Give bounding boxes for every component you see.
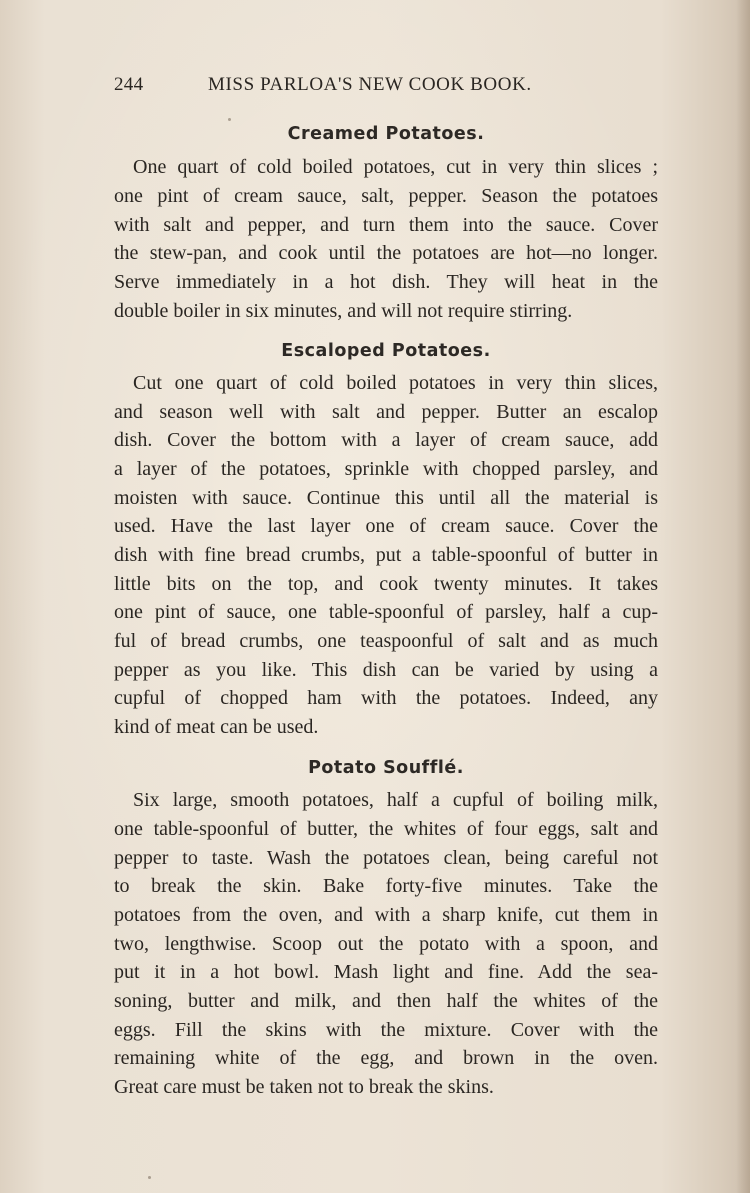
text-line: One quart of cold boiled potatoes, cut in very thin slices ; bbox=[133, 156, 658, 178]
section-heading-potato-souffle: Potato Soufflé. bbox=[308, 758, 464, 778]
section-heading-escaloped-potatoes: Escaloped Potatoes. bbox=[281, 341, 491, 361]
running-head bbox=[114, 74, 564, 102]
text-line: with salt and pepper, and turn them into the sauce. Cover bbox=[114, 214, 658, 236]
text-line: remaining white of the egg, and brown in the oven. bbox=[114, 1047, 658, 1069]
text-line: soning, butter and milk, and then half the whites of the bbox=[114, 990, 658, 1012]
text-line: double boiler in six minutes, and will not require stirring. bbox=[114, 300, 573, 322]
text-line: used. Have the last layer one of cream sauce. Cover the bbox=[114, 515, 658, 537]
text-line: kind of meat can be used. bbox=[114, 716, 319, 738]
text-line: Serve immediately in a hot dish. They will heat in the bbox=[114, 271, 658, 293]
page-edge-shadow bbox=[736, 0, 750, 1193]
text-line: put it in a hot bowl. Mash light and fine. Add the sea- bbox=[114, 961, 658, 983]
text-line: Great care must be taken not to break the skins. bbox=[114, 1076, 494, 1098]
text-line: and season well with salt and pepper. Butter an escalop bbox=[114, 401, 658, 423]
text-line: two, lengthwise. Scoop out the potato with a spoon, and bbox=[114, 933, 658, 955]
text-line: potatoes from the oven, and with a sharp knife, cut them in bbox=[114, 904, 658, 926]
paper-speck bbox=[148, 1176, 151, 1179]
text-line: one pint of sauce, one table-spoonful of parsley, half a cup- bbox=[114, 601, 658, 623]
page-number: 244 bbox=[114, 74, 144, 95]
text-line: dish with fine bread crumbs, put a table-spoonful of butter in bbox=[114, 544, 658, 566]
text-line: moisten with sauce. Continue this until all the material is bbox=[114, 487, 658, 509]
text-line: the stew-pan, and cook until the potatoes are hot—no longer. bbox=[114, 242, 658, 264]
section-heading-creamed-potatoes: Creamed Potatoes. bbox=[287, 124, 485, 144]
text-line: Six large, smooth potatoes, half a cupful of boiling milk, bbox=[133, 789, 658, 811]
text-line: cupful of chopped ham with the potatoes. Indeed, any bbox=[114, 687, 658, 709]
paper-speck bbox=[228, 118, 231, 121]
text-line: little bits on the top, and cook twenty minutes. It takes bbox=[114, 573, 658, 595]
text-line: eggs. Fill the skins with the mixture. Cover with the bbox=[114, 1019, 658, 1041]
text-line: a layer of the potatoes, sprinkle with chopped parsley, and bbox=[114, 458, 658, 480]
text-line: to break the skin. Bake forty-five minutes. Take the bbox=[114, 875, 658, 897]
text-line: pepper as you like. This dish can be varied by using a bbox=[114, 659, 658, 681]
text-line: Cut one quart of cold boiled potatoes in very thin slices, bbox=[133, 372, 658, 394]
text-line: pepper to taste. Wash the potatoes clean, being careful not bbox=[114, 847, 658, 869]
text-line: ful of bread crumbs, one teaspoonful of salt and as much bbox=[114, 630, 658, 652]
text-line: one pint of cream sauce, salt, pepper. Season the potatoes bbox=[114, 185, 658, 207]
text-line: dish. Cover the bottom with a layer of cream sauce, add bbox=[114, 429, 658, 451]
text-line: one table-spoonful of butter, the whites of four eggs, salt and bbox=[114, 818, 658, 840]
book-title: MISS PARLOA'S NEW COOK BOOK. bbox=[208, 74, 532, 95]
